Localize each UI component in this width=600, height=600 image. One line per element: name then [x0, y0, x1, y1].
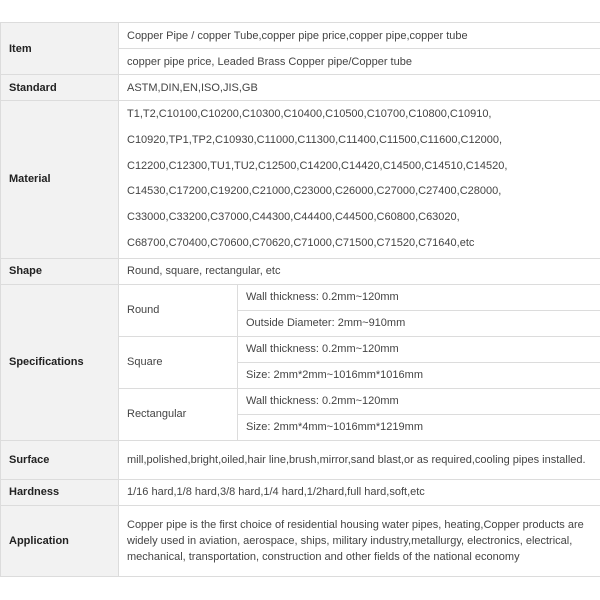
- item-value-2: copper pipe price, Leaded Brass Copper pipe/Copper tube: [119, 49, 600, 75]
- spec-group-name: Round: [119, 284, 238, 336]
- material-line: C14530,C17200,C19200,C21000,C23000,C26000,C27000,C27400,C28000,: [127, 185, 502, 198]
- material-line: C10920,TP1,TP2,C10930,C11000,C11300,C11400,C11500,C11600,C12000,: [127, 133, 503, 146]
- row-application: [1, 505, 600, 576]
- row-surface: [1, 440, 600, 479]
- material-line: C33000,C33200,C37000,C44300,C44400,C44500,C60800,C63020,: [127, 211, 460, 224]
- spec-table: [0, 22, 600, 577]
- specifications-label: Specifications: [1, 284, 119, 440]
- row-hardness: [1, 479, 600, 505]
- surface-value: mill,polished,bright,oiled,hair line,brush,mirror,sand blast,or as required,cooling pipes installed.: [119, 440, 600, 479]
- application-value: Copper pipe is the first choice of residential housing water pipes, heating,Copper products are widely used in aviation, aerospace, ships, military industry,metallurgy, electronics, electrical, mechanical, transportation, construction and other fields of the national economy: [119, 505, 600, 576]
- shape-label: Shape: [1, 258, 119, 284]
- row-material: [1, 101, 600, 259]
- standard-label: Standard: [1, 75, 119, 101]
- surface-label: Surface: [1, 440, 119, 479]
- standard-value: ASTM,DIN,EN,ISO,JIS,GB: [119, 75, 600, 101]
- application-label: Application: [1, 505, 119, 576]
- spec-detail: Size: 2mm*4mm~1016mm*1219mm: [238, 414, 600, 440]
- hardness-label: Hardness: [1, 479, 119, 505]
- material-label: Material: [1, 101, 119, 259]
- material-value: [119, 101, 600, 259]
- spec-group-name: Square: [119, 336, 238, 388]
- material-line: T1,T2,C10100,C10200,C10300,C10400,C10500,C10700,C10800,C10910,: [127, 108, 492, 120]
- material-line: C12200,C12300,TU1,TU2,C12500,C14200,C14420,C14500,C14510,C14520,: [127, 159, 508, 172]
- row-standard: [1, 75, 600, 101]
- shape-value: Round, square, rectangular, etc: [119, 258, 600, 284]
- spec-group-name: Rectangular: [119, 388, 238, 440]
- item-label: Item: [1, 23, 119, 75]
- material-line: C68700,C70400,C70600,C70620,C71000,C71500,C71520,C71640,etc: [127, 236, 475, 249]
- spec-detail: Wall thickness: 0.2mm~120mm: [238, 336, 600, 362]
- row-shape: [1, 258, 600, 284]
- row-item: [1, 23, 600, 49]
- row-spec-round-1: [1, 284, 600, 310]
- spec-detail: Wall thickness: 0.2mm~120mm: [238, 388, 600, 414]
- spec-detail: Outside Diameter: 2mm~910mm: [238, 310, 600, 336]
- spec-detail: Size: 2mm*2mm~1016mm*1016mm: [238, 362, 600, 388]
- hardness-value: 1/16 hard,1/8 hard,3/8 hard,1/4 hard,1/2hard,full hard,soft,etc: [119, 479, 600, 505]
- spec-detail: Wall thickness: 0.2mm~120mm: [238, 284, 600, 310]
- item-value-1: Copper Pipe / copper Tube,copper pipe price,copper pipe,copper tube: [119, 23, 600, 49]
